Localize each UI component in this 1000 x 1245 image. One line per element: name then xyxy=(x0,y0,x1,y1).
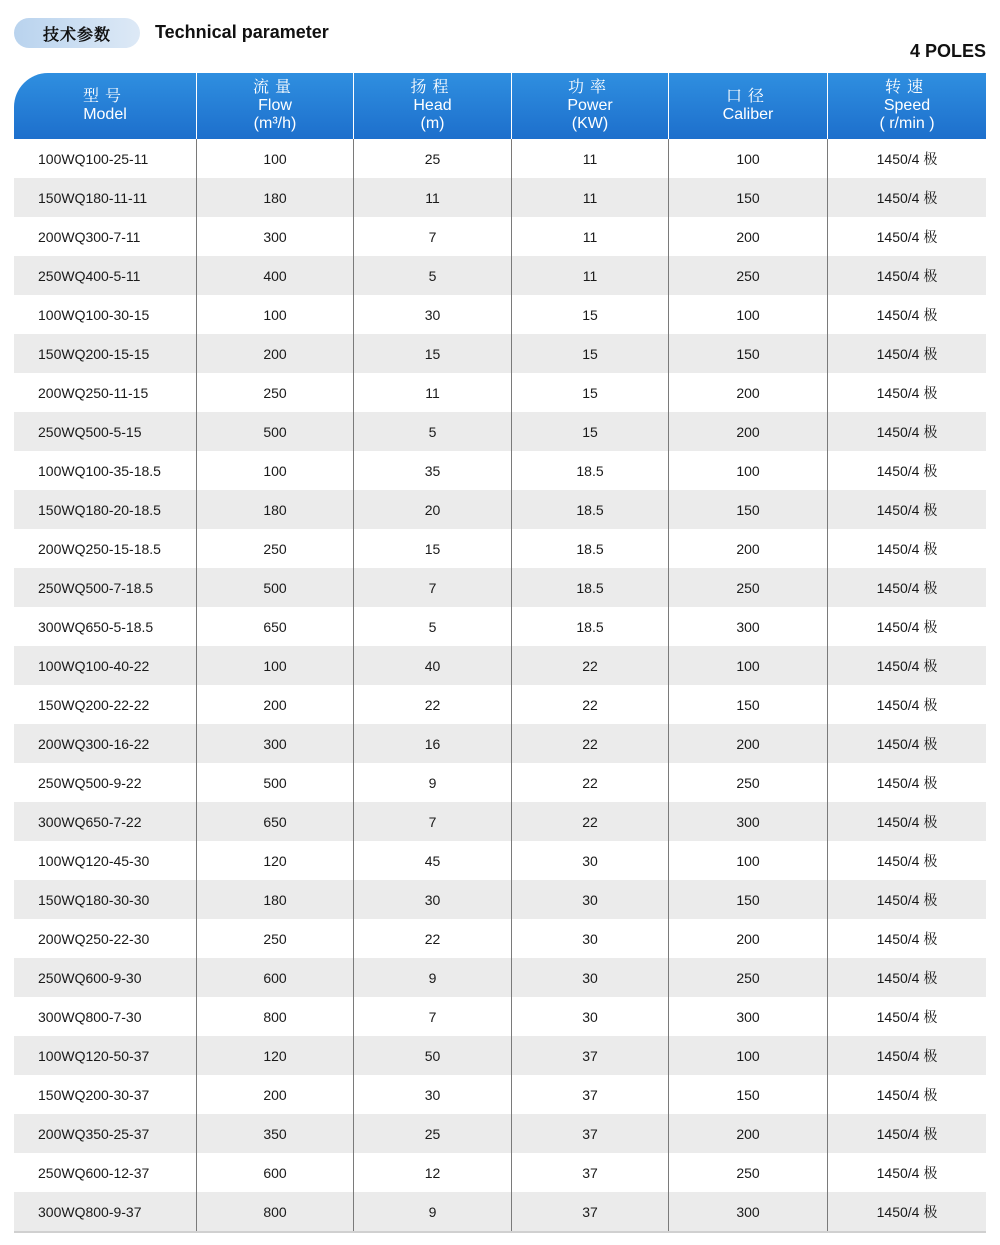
header-power xyxy=(512,73,669,139)
table-row xyxy=(14,490,986,529)
cell-flow: 120 xyxy=(197,1036,354,1075)
cell-speed: 1450/4 极 xyxy=(876,150,938,167)
cell-head: 5 xyxy=(354,256,512,295)
cell-flow: 180 xyxy=(197,490,354,529)
cell-caliber: 100 xyxy=(669,841,828,880)
section-title-en: Technical parameter xyxy=(155,22,329,42)
table-row xyxy=(14,451,986,490)
cell-speed: 1450/4 极 xyxy=(876,774,938,791)
cell-flow: 500 xyxy=(197,412,354,451)
cell-model: 200WQ250-22-30 xyxy=(14,919,197,958)
table-row xyxy=(14,256,986,295)
table-row xyxy=(14,685,986,724)
cell-model: 100WQ120-45-30 xyxy=(14,841,197,880)
cell-speed: 1450/4 极 xyxy=(876,891,938,908)
cell-caliber: 100 xyxy=(669,1036,828,1075)
table-row xyxy=(14,1153,986,1192)
cell-speed: 1450/4 极 xyxy=(876,852,938,869)
cell-speed: 1450/4 极 xyxy=(876,423,938,440)
cell-model: 250WQ500-5-15 xyxy=(14,412,197,451)
cell-model: 250WQ600-9-30 xyxy=(14,958,197,997)
section-title-zh: 技术参数 xyxy=(14,18,140,48)
table-row xyxy=(14,919,986,958)
cell-caliber: 300 xyxy=(669,1192,828,1231)
cell-head: 16 xyxy=(354,724,512,763)
cell-head: 7 xyxy=(354,802,512,841)
cell-power: 18.5 xyxy=(512,490,669,529)
table-row xyxy=(14,958,986,997)
cell-caliber: 300 xyxy=(669,802,828,841)
cell-power: 15 xyxy=(512,373,669,412)
cell-model: 250WQ500-7-18.5 xyxy=(14,568,197,607)
cell-model: 150WQ200-30-37 xyxy=(14,1075,197,1114)
cell-caliber: 200 xyxy=(669,373,828,412)
cell-power: 22 xyxy=(512,763,669,802)
cell-caliber: 200 xyxy=(669,919,828,958)
cell-model: 250WQ400-5-11 xyxy=(14,256,197,295)
cell-model: 100WQ120-50-37 xyxy=(14,1036,197,1075)
header-en: Flow xyxy=(258,97,292,114)
cell-model: 150WQ180-11-11 xyxy=(14,178,197,217)
cell-model: 300WQ650-7-22 xyxy=(14,802,197,841)
cell-power: 22 xyxy=(512,802,669,841)
header-zh: 口径 xyxy=(725,88,770,105)
cell-power: 18.5 xyxy=(512,451,669,490)
cell-model: 250WQ500-9-22 xyxy=(14,763,197,802)
header-zh: 型号 xyxy=(82,88,127,105)
cell-flow: 200 xyxy=(197,1075,354,1114)
cell-flow: 600 xyxy=(197,958,354,997)
cell-model: 250WQ600-12-37 xyxy=(14,1153,197,1192)
cell-speed: 1450/4 极 xyxy=(876,618,938,635)
cell-flow: 500 xyxy=(197,568,354,607)
header-en: Speed xyxy=(883,97,931,114)
table-row xyxy=(14,802,986,841)
table-row xyxy=(14,763,986,802)
cell-power: 30 xyxy=(512,958,669,997)
cell-caliber: 200 xyxy=(669,724,828,763)
table-row xyxy=(14,217,986,256)
technical-parameter-table xyxy=(14,73,986,1233)
table-row xyxy=(14,607,986,646)
header-unit: (m³/h) xyxy=(253,115,297,132)
table-row xyxy=(14,334,986,373)
cell-power: 15 xyxy=(512,334,669,373)
cell-speed: 1450/4 极 xyxy=(876,1086,938,1103)
header-speed xyxy=(828,73,986,139)
cell-model: 100WQ100-40-22 xyxy=(14,646,197,685)
cell-power: 22 xyxy=(512,685,669,724)
cell-speed: 1450/4 极 xyxy=(876,1203,938,1220)
cell-flow: 200 xyxy=(197,334,354,373)
table-row xyxy=(14,178,986,217)
cell-power: 11 xyxy=(512,217,669,256)
cell-model: 150WQ200-15-15 xyxy=(14,334,197,373)
cell-power: 30 xyxy=(512,919,669,958)
cell-caliber: 250 xyxy=(669,568,828,607)
header-zh: 扬程 xyxy=(410,79,455,96)
cell-head: 11 xyxy=(354,178,512,217)
cell-caliber: 200 xyxy=(669,529,828,568)
cell-flow: 100 xyxy=(197,139,354,178)
cell-flow: 500 xyxy=(197,763,354,802)
cell-speed: 1450/4 极 xyxy=(876,813,938,830)
cell-head: 11 xyxy=(354,373,512,412)
cell-speed: 1450/4 极 xyxy=(876,657,938,674)
cell-speed: 1450/4 极 xyxy=(876,696,938,713)
cell-caliber: 100 xyxy=(669,139,828,178)
table-row xyxy=(14,724,986,763)
cell-power: 15 xyxy=(512,412,669,451)
cell-head: 7 xyxy=(354,217,512,256)
cell-head: 30 xyxy=(354,295,512,334)
cell-flow: 650 xyxy=(197,802,354,841)
cell-caliber: 200 xyxy=(669,217,828,256)
cell-speed: 1450/4 极 xyxy=(876,579,938,596)
cell-speed: 1450/4 极 xyxy=(876,306,938,323)
header-en: Model xyxy=(83,106,127,123)
cell-power: 37 xyxy=(512,1075,669,1114)
table-row xyxy=(14,1075,986,1114)
cell-head: 12 xyxy=(354,1153,512,1192)
table-row xyxy=(14,412,986,451)
cell-model: 200WQ300-7-11 xyxy=(14,217,197,256)
cell-head: 7 xyxy=(354,997,512,1036)
header-head xyxy=(354,73,512,139)
table-bottom-border xyxy=(14,1231,986,1233)
cell-model: 100WQ100-35-18.5 xyxy=(14,451,197,490)
cell-model: 200WQ300-16-22 xyxy=(14,724,197,763)
cell-flow: 120 xyxy=(197,841,354,880)
cell-flow: 650 xyxy=(197,607,354,646)
cell-caliber: 150 xyxy=(669,178,828,217)
cell-head: 7 xyxy=(354,568,512,607)
cell-head: 9 xyxy=(354,763,512,802)
table-row xyxy=(14,373,986,412)
cell-caliber: 150 xyxy=(669,490,828,529)
cell-speed: 1450/4 极 xyxy=(876,228,938,245)
cell-speed: 1450/4 极 xyxy=(876,735,938,752)
table-row xyxy=(14,841,986,880)
cell-head: 15 xyxy=(354,529,512,568)
cell-flow: 350 xyxy=(197,1114,354,1153)
table-row xyxy=(14,1036,986,1075)
cell-flow: 300 xyxy=(197,724,354,763)
table-row xyxy=(14,1114,986,1153)
cell-flow: 100 xyxy=(197,646,354,685)
header-en: Caliber xyxy=(722,106,774,123)
cell-model: 100WQ100-30-15 xyxy=(14,295,197,334)
table-header xyxy=(14,73,986,139)
cell-speed: 1450/4 极 xyxy=(876,1008,938,1025)
cell-speed: 1450/4 极 xyxy=(876,1047,938,1064)
cell-flow: 180 xyxy=(197,880,354,919)
table-body xyxy=(14,139,986,1231)
cell-speed: 1450/4 极 xyxy=(876,540,938,557)
cell-flow: 800 xyxy=(197,997,354,1036)
cell-flow: 400 xyxy=(197,256,354,295)
cell-power: 30 xyxy=(512,880,669,919)
cell-model: 300WQ800-9-37 xyxy=(14,1192,197,1231)
header-unit: ( r/min ) xyxy=(879,115,935,132)
cell-caliber: 250 xyxy=(669,256,828,295)
cell-flow: 250 xyxy=(197,919,354,958)
header-model xyxy=(14,73,197,139)
cell-flow: 300 xyxy=(197,217,354,256)
cell-speed: 1450/4 极 xyxy=(876,462,938,479)
cell-model: 200WQ250-15-18.5 xyxy=(14,529,197,568)
cell-speed: 1450/4 极 xyxy=(876,384,938,401)
cell-head: 50 xyxy=(354,1036,512,1075)
cell-speed: 1450/4 极 xyxy=(876,345,938,362)
cell-model: 300WQ650-5-18.5 xyxy=(14,607,197,646)
header-zh: 功率 xyxy=(567,79,612,96)
cell-flow: 800 xyxy=(197,1192,354,1231)
cell-head: 25 xyxy=(354,1114,512,1153)
cell-power: 11 xyxy=(512,256,669,295)
cell-power: 18.5 xyxy=(512,529,669,568)
cell-power: 37 xyxy=(512,1036,669,1075)
cell-head: 30 xyxy=(354,880,512,919)
table-row xyxy=(14,880,986,919)
header-zh: 转速 xyxy=(884,79,929,96)
cell-model: 100WQ100-25-11 xyxy=(14,139,197,178)
cell-caliber: 250 xyxy=(669,958,828,997)
cell-head: 25 xyxy=(354,139,512,178)
cell-model: 150WQ180-30-30 xyxy=(14,880,197,919)
header-en: Power xyxy=(567,97,613,114)
cell-head: 9 xyxy=(354,958,512,997)
cell-power: 11 xyxy=(512,178,669,217)
header-flow xyxy=(197,73,354,139)
cell-model: 200WQ350-25-37 xyxy=(14,1114,197,1153)
cell-head: 22 xyxy=(354,919,512,958)
cell-speed: 1450/4 极 xyxy=(876,267,938,284)
table-row xyxy=(14,295,986,334)
cell-head: 20 xyxy=(354,490,512,529)
cell-caliber: 300 xyxy=(669,607,828,646)
cell-flow: 250 xyxy=(197,373,354,412)
cell-power: 22 xyxy=(512,724,669,763)
cell-caliber: 100 xyxy=(669,295,828,334)
cell-speed: 1450/4 极 xyxy=(876,501,938,518)
cell-caliber: 150 xyxy=(669,685,828,724)
cell-speed: 1450/4 极 xyxy=(876,1125,938,1142)
cell-flow: 100 xyxy=(197,451,354,490)
cell-caliber: 100 xyxy=(669,646,828,685)
cell-power: 37 xyxy=(512,1114,669,1153)
cell-head: 40 xyxy=(354,646,512,685)
header-en: Head xyxy=(413,97,452,114)
cell-power: 11 xyxy=(512,139,669,178)
table-row xyxy=(14,139,986,178)
cell-power: 15 xyxy=(512,295,669,334)
cell-model: 150WQ200-22-22 xyxy=(14,685,197,724)
cell-head: 5 xyxy=(354,607,512,646)
cell-caliber: 150 xyxy=(669,1075,828,1114)
cell-head: 30 xyxy=(354,1075,512,1114)
cell-flow: 180 xyxy=(197,178,354,217)
cell-caliber: 250 xyxy=(669,763,828,802)
header-unit: (KW) xyxy=(571,115,609,132)
cell-head: 35 xyxy=(354,451,512,490)
cell-head: 5 xyxy=(354,412,512,451)
cell-model: 300WQ800-7-30 xyxy=(14,997,197,1036)
cell-caliber: 150 xyxy=(669,880,828,919)
cell-speed: 1450/4 极 xyxy=(876,1164,938,1181)
cell-power: 22 xyxy=(512,646,669,685)
header-caliber xyxy=(669,73,828,139)
cell-flow: 600 xyxy=(197,1153,354,1192)
table-row xyxy=(14,1192,986,1231)
cell-power: 37 xyxy=(512,1153,669,1192)
table-row xyxy=(14,997,986,1036)
cell-model: 200WQ250-11-15 xyxy=(14,373,197,412)
cell-power: 30 xyxy=(512,997,669,1036)
table-row xyxy=(14,568,986,607)
cell-model: 150WQ180-20-18.5 xyxy=(14,490,197,529)
cell-flow: 100 xyxy=(197,295,354,334)
cell-speed: 1450/4 极 xyxy=(876,189,938,206)
cell-head: 9 xyxy=(354,1192,512,1231)
cell-power: 37 xyxy=(512,1192,669,1231)
table-row xyxy=(14,646,986,685)
cell-speed: 1450/4 极 xyxy=(876,930,938,947)
header-unit: (m) xyxy=(420,115,445,132)
cell-caliber: 150 xyxy=(669,334,828,373)
cell-head: 22 xyxy=(354,685,512,724)
cell-head: 15 xyxy=(354,334,512,373)
cell-power: 18.5 xyxy=(512,568,669,607)
cell-caliber: 250 xyxy=(669,1153,828,1192)
poles-label: 4 POLES xyxy=(909,41,986,61)
cell-caliber: 100 xyxy=(669,451,828,490)
cell-caliber: 300 xyxy=(669,997,828,1036)
table-row xyxy=(14,529,986,568)
header-zh: 流量 xyxy=(252,79,297,96)
cell-head: 45 xyxy=(354,841,512,880)
cell-power: 18.5 xyxy=(512,607,669,646)
cell-caliber: 200 xyxy=(669,1114,828,1153)
cell-flow: 200 xyxy=(197,685,354,724)
cell-speed: 1450/4 极 xyxy=(876,969,938,986)
cell-caliber: 200 xyxy=(669,412,828,451)
cell-flow: 250 xyxy=(197,529,354,568)
cell-power: 30 xyxy=(512,841,669,880)
